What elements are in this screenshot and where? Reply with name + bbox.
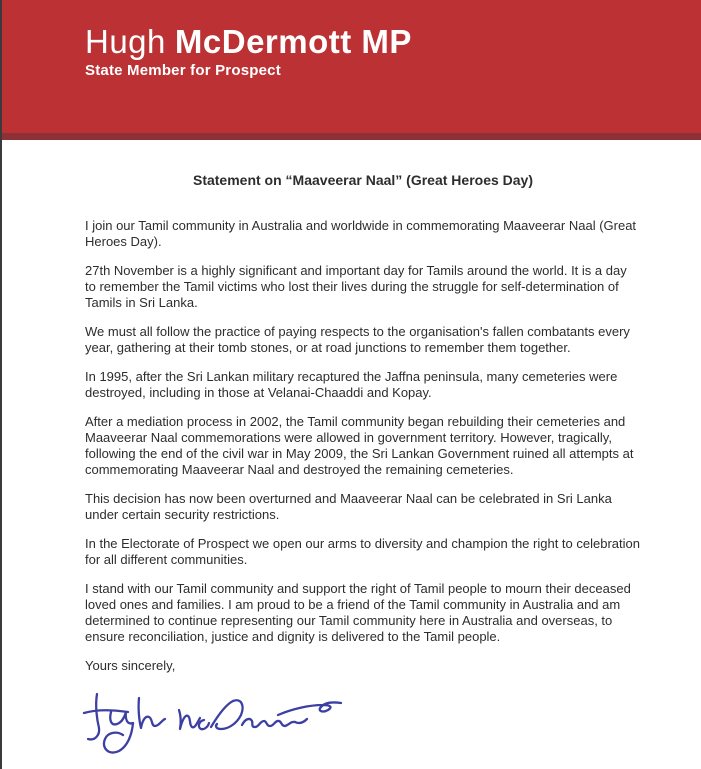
paragraph-4: In 1995, after the Sri Lankan military recaptured the Jaffna peninsula, many cemeteries were destroyed, including in those at Velanai-Chaaddi and Kopay. xyxy=(85,369,618,400)
signature-stroke xyxy=(295,719,307,723)
mp-first-name: Hugh xyxy=(85,23,166,60)
letterhead-banner xyxy=(0,0,701,133)
mp-name xyxy=(85,24,701,60)
statement-title: Statement on “Maaveerar Naal” (Great Heroes Day) xyxy=(192,172,534,188)
letter-body xyxy=(0,140,701,762)
paragraph-1: I join our Tamil community in Australia and worldwide in commemorating Maaveerar Naal (Great Heroes Day). xyxy=(85,218,637,249)
banner-accent-strip xyxy=(0,133,701,140)
signature-stroke xyxy=(139,698,165,728)
paragraph-5: After a mediation process in 2002, the Tamil community began rebuilding their cemeteries and Maaveerar Naal commemorations were allowed in government territory. However, tragically, following the end of the civil war in May 2009, the Sri Lankan Government ruined all attempts at commemorating Maaveerar Naal and destroyed the remaining cemeteries. xyxy=(85,414,634,477)
signature-stroke xyxy=(278,702,341,715)
paragraph-6: This decision has now been overturned and Maaveerar Naal can be celebrated in Sri Lanka under certain security restrictions. xyxy=(85,491,612,522)
paragraph-8: I stand with our Tamil community and support the right of Tamil people to mourn their deceased loved ones and families. I am proud to be a friend of the Tamil community in Australia and am determined to continue representing our Tamil community here in Australia and overseas, to ensure reconciliation, justice and dignity is delivered to the Tamil people. xyxy=(85,581,631,644)
paragraph-3: We must all follow the practice of paying respects to the organisation's fallen combatants every year, gathering at their tomb stones, or at road junctions to remember them together. xyxy=(85,324,630,355)
mp-subtitle: State Member for Prospect xyxy=(85,62,281,79)
paragraph-7: In the Electorate of Prospect we open our arms to diversity and champion the right to celebration for all different communities. xyxy=(85,536,640,567)
signature-stroke xyxy=(211,700,243,729)
closing-salutation: Yours sincerely, xyxy=(85,658,176,673)
paragraph-2: 27th November is a highly significant and important day for Tamils around the world. It is a day to remember the Tamil victims who lost their lives during the struggle for self-determination of Tamils in Sri Lanka. xyxy=(85,263,627,310)
signature-stroke xyxy=(88,694,99,739)
signature-handwriting xyxy=(82,690,344,762)
signature-stroke xyxy=(84,710,128,713)
signature-stroke xyxy=(242,719,295,727)
mp-surname-title: McDermott MP xyxy=(174,23,412,60)
signature-stroke xyxy=(110,712,133,724)
page-edge-line xyxy=(0,0,2,769)
signature-stroke xyxy=(199,720,209,729)
signature-stroke xyxy=(104,723,133,753)
signature-stroke xyxy=(179,710,200,729)
